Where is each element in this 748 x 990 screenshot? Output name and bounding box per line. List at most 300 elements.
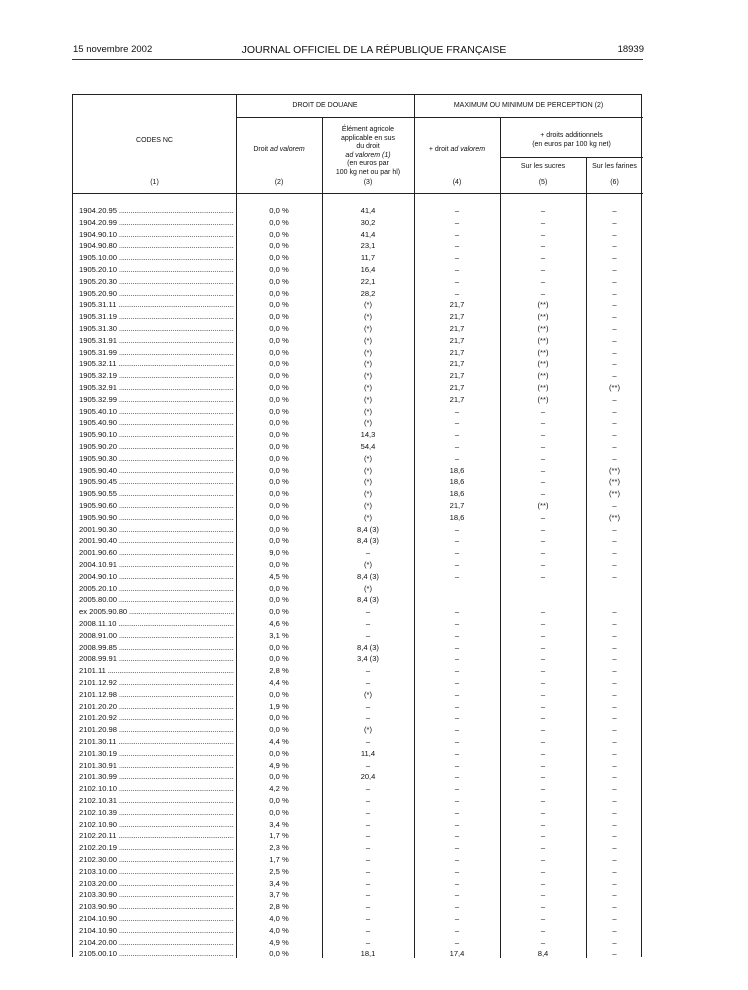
flour-additional-duty: – [612, 619, 617, 628]
ad-valorem-duty: 4,9 % [269, 760, 289, 770]
table-row [73, 441, 643, 453]
flour-additional-duty: – [612, 772, 617, 782]
max-min-ad-valorem: – [454, 925, 460, 935]
sugar-additional-duty: – [540, 571, 546, 581]
col4-title: + droit ad valorem [428, 146, 486, 153]
ad-valorem-duty: 0,0 % [269, 748, 289, 758]
agricultural-element: (*) [363, 501, 372, 510]
nc-code: 1905.90.90 ..... [79, 512, 234, 524]
agricultural-element: (*) [363, 335, 372, 345]
header-rule [72, 59, 643, 60]
agricultural-element: – [365, 902, 371, 912]
table-row [73, 264, 643, 276]
table-row [73, 571, 643, 583]
ad-valorem-duty: 3,7 % [269, 890, 289, 900]
sugar-additional-duty: – [540, 642, 546, 652]
ad-valorem-duty: 1,9 % [269, 701, 289, 711]
nc-code: 2101.30.19 ..... [79, 748, 234, 760]
col-number: (3) [363, 179, 373, 186]
ad-valorem-duty: 4,4 % [269, 678, 289, 687]
max-min-ad-valorem: 21,7 [449, 501, 465, 510]
max-min-ad-valorem: 18,6 [449, 465, 465, 475]
sugar-additional-duty: (**) [537, 394, 549, 404]
flour-additional-duty: – [612, 347, 617, 357]
flour-additional-duty: – [612, 678, 617, 687]
header-title: JOURNAL OFFICIEL DE LA RÉPUBLIQUE FRANÇAISE [241, 44, 507, 56]
nc-code: 2103.10.00 ..... [79, 866, 234, 878]
max-min-ad-valorem: – [454, 772, 460, 782]
table-row [73, 712, 643, 724]
agricultural-element: – [365, 619, 371, 628]
ad-valorem-duty: 0,0 % [269, 949, 289, 959]
max-min-ad-valorem: – [454, 524, 460, 534]
max-min-ad-valorem: – [454, 784, 460, 794]
max-min-ad-valorem: 21,7 [449, 300, 465, 310]
agricultural-element: 14,3 [360, 430, 376, 440]
col1-title: CODES NC [136, 137, 173, 144]
flour-additional-duty: – [612, 394, 617, 404]
max-min-ad-valorem: – [454, 217, 460, 227]
flour-additional-duty: – [612, 831, 617, 841]
flour-additional-duty: – [612, 442, 617, 451]
flour-additional-duty: – [612, 524, 617, 534]
ad-valorem-duty: 0,0 % [269, 206, 289, 215]
flour-additional-duty: – [612, 288, 617, 298]
table-row [73, 370, 643, 382]
ad-valorem-duty: 4,0 % [269, 925, 289, 935]
nc-code: 1905.31.99 ..... [79, 347, 234, 359]
flour-additional-duty: – [612, 807, 617, 817]
sugar-additional-duty: (**) [537, 501, 549, 510]
max-min-ad-valorem: – [454, 689, 460, 699]
table-row [73, 476, 643, 488]
nc-code: 1905.20.30 ..... [79, 276, 234, 288]
agricultural-element: – [365, 701, 371, 711]
sugar-additional-duty: – [540, 241, 546, 251]
nc-code: 1904.20.99 ..... [79, 217, 234, 229]
agricultural-element: – [365, 666, 371, 676]
ad-valorem-duty: 0,0 % [269, 512, 289, 522]
table-row [73, 394, 643, 406]
table-row [73, 535, 643, 547]
table-row [73, 406, 643, 418]
ad-valorem-duty: 4,6 % [269, 619, 289, 628]
sugar-additional-duty: – [540, 843, 546, 853]
agricultural-element: (*) [363, 477, 372, 487]
col6-title: Sur les farines [592, 163, 637, 170]
sugar-additional-duty: – [540, 465, 546, 475]
ad-valorem-duty: 0,0 % [269, 595, 289, 605]
sugar-additional-duty: (**) [537, 359, 549, 369]
ad-valorem-duty: 0,0 % [269, 359, 289, 369]
agricultural-element: 3,4 (3) [357, 654, 379, 664]
ad-valorem-duty: 0,0 % [269, 241, 289, 251]
ad-valorem-duty: 0,0 % [269, 642, 289, 652]
agricultural-element: (*) [363, 347, 372, 357]
flour-additional-duty: – [612, 229, 617, 239]
ad-valorem-duty: 0,0 % [269, 796, 289, 805]
agricultural-element: 30,2 [360, 217, 376, 227]
max-min-ad-valorem: – [454, 878, 460, 888]
flour-additional-duty: – [612, 406, 617, 416]
flour-additional-duty: – [612, 548, 617, 558]
flour-additional-duty: – [612, 689, 617, 699]
max-min-ad-valorem: – [454, 276, 460, 286]
max-min-ad-valorem: – [454, 607, 460, 617]
agricultural-element: – [365, 548, 371, 558]
agricultural-element: – [365, 843, 371, 853]
agricultural-element: – [365, 890, 371, 900]
ad-valorem-duty: 2,8 % [269, 666, 289, 676]
agricultural-element: 22,1 [360, 276, 376, 286]
table-row [73, 335, 643, 347]
nc-code: 2103.30.90 ..... [79, 889, 234, 901]
sugar-additional-duty: – [540, 914, 546, 923]
sugar-additional-duty: – [540, 630, 546, 640]
nc-code: 2101.20.92 ..... [79, 712, 234, 724]
sugar-additional-duty: – [540, 819, 546, 829]
nc-code: 1905.31.11 ..... [79, 299, 234, 311]
max-min-ad-valorem: – [454, 619, 460, 628]
agricultural-element: 8,4 (3) [357, 524, 379, 534]
max-min-ad-valorem: – [454, 819, 460, 829]
table-row [73, 288, 643, 300]
table-row [73, 653, 643, 665]
agricultural-element: 11,4 [360, 748, 376, 758]
agricultural-element: 41,4 [360, 206, 376, 215]
group-droit-douane: DROIT DE DOUANE [292, 102, 358, 109]
nc-code: 2008.99.91 ..... [79, 653, 234, 665]
sugar-additional-duty: – [540, 477, 546, 487]
max-min-ad-valorem: – [454, 796, 460, 805]
flour-additional-duty: – [612, 359, 617, 369]
table-row [73, 276, 643, 288]
flour-additional-duty: (**) [609, 512, 620, 522]
nc-code: 1905.32.99 ..... [79, 394, 234, 406]
nc-code: 2102.30.00 ..... [79, 854, 234, 866]
flour-additional-duty: (**) [609, 465, 620, 475]
flour-additional-duty: – [612, 265, 617, 274]
sugar-additional-duty: (**) [537, 300, 549, 310]
nc-code: 1905.20.90 ..... [79, 288, 234, 300]
flour-additional-duty: – [612, 925, 617, 935]
ad-valorem-duty: 4,5 % [269, 571, 289, 581]
nc-code: 1905.32.91 ..... [79, 382, 234, 394]
nc-code: 1905.32.19 ..... [79, 370, 234, 382]
sugar-additional-duty: – [540, 217, 546, 227]
col-number: (5) [538, 179, 548, 186]
flour-additional-duty: (**) [609, 383, 620, 392]
table-row [73, 583, 643, 595]
sugar-additional-duty: – [540, 442, 546, 451]
ad-valorem-duty: 0,0 % [269, 477, 289, 487]
agricultural-element: (*) [363, 489, 372, 499]
nc-code: 2101.12.98 ..... [79, 689, 234, 701]
table-row [73, 347, 643, 359]
agricultural-element: (*) [363, 312, 372, 322]
sugar-additional-duty: – [540, 772, 546, 782]
nc-code: 2101.20.98 ..... [79, 724, 234, 736]
agricultural-element: – [365, 678, 371, 687]
sugar-additional-duty: – [540, 748, 546, 758]
max-min-ad-valorem: 21,7 [449, 335, 465, 345]
ad-valorem-duty: 0,0 % [269, 276, 289, 286]
col-number: (1) [150, 179, 159, 186]
flour-additional-duty: – [612, 878, 617, 888]
agricultural-element: – [365, 925, 371, 935]
table-row [73, 937, 643, 949]
nc-code: 2102.20.11 ..... [79, 830, 234, 842]
agricultural-element: 8,4 (3) [357, 571, 379, 581]
ad-valorem-duty: 0,0 % [269, 300, 289, 310]
flour-additional-duty: – [612, 796, 617, 805]
flour-additional-duty: – [612, 501, 617, 510]
col5-title: Sur les sucres [520, 163, 566, 170]
flour-additional-duty: – [612, 217, 617, 227]
table-row [73, 252, 643, 264]
nc-code: 1905.40.10 ..... [79, 406, 234, 418]
flour-additional-duty: – [612, 206, 617, 215]
header-date: 15 novembre 2002 [73, 44, 153, 55]
flour-additional-duty: – [612, 560, 617, 569]
ad-valorem-duty: 0,0 % [269, 536, 289, 546]
table-row [73, 795, 643, 807]
nc-code: 2103.90.90 ..... [79, 901, 234, 913]
table-row [73, 889, 643, 901]
max-min-ad-valorem: 21,7 [449, 359, 465, 369]
agricultural-element: 8,4 (3) [357, 595, 379, 605]
ad-valorem-duty: 0,0 % [269, 312, 289, 322]
ad-valorem-duty: 0,0 % [269, 689, 289, 699]
flour-additional-duty: – [612, 253, 617, 263]
max-min-ad-valorem: – [454, 678, 460, 687]
table-row [73, 724, 643, 736]
sugar-additional-duty: (**) [537, 371, 549, 381]
sugar-additional-duty: – [540, 265, 546, 274]
max-min-ad-valorem: 18,6 [449, 512, 465, 522]
sugar-additional-duty: – [540, 737, 546, 746]
ad-valorem-duty: 0,0 % [269, 524, 289, 534]
table-row [73, 594, 643, 606]
ad-valorem-duty: 0,0 % [269, 442, 289, 451]
sugar-additional-duty: – [540, 689, 546, 699]
nc-code: 2104.10.90 ..... [79, 913, 234, 925]
ad-valorem-duty: 3,1 % [269, 630, 289, 640]
ad-valorem-duty: 0,0 % [269, 418, 289, 428]
nc-code: 2104.20.00 ..... [79, 937, 234, 949]
sugar-additional-duty: – [540, 406, 546, 416]
flour-additional-duty: – [612, 855, 617, 864]
sugar-additional-duty: 8,4 [537, 949, 549, 959]
max-min-ad-valorem: 18,6 [449, 477, 465, 487]
ad-valorem-duty: 4,9 % [269, 937, 289, 947]
table-row [73, 901, 643, 913]
group-max-min: MAXIMUM OU MINIMUM DE PERCEPTION (2) [453, 102, 604, 109]
nc-code: 1905.31.19 ..... [79, 311, 234, 323]
flour-additional-duty: – [612, 630, 617, 640]
nc-code: 2008.91.00 ..... [79, 630, 234, 642]
nc-code: 1905.90.55 ..... [79, 488, 234, 500]
col2-title: Droit ad valorem [253, 146, 305, 153]
sugar-additional-duty: – [540, 784, 546, 794]
sugar-additional-duty: – [540, 678, 546, 687]
nc-code: 2102.10.31 ..... [79, 795, 234, 807]
ad-valorem-duty: 1,7 % [269, 831, 289, 841]
nc-code: 1905.31.91 ..... [79, 335, 234, 347]
agricultural-element: (*) [363, 359, 372, 369]
max-min-ad-valorem: – [454, 630, 460, 640]
sugar-additional-duty: – [540, 512, 546, 522]
col-number: (6) [610, 179, 619, 186]
table-row [73, 358, 643, 370]
nc-code: 2102.10.90 ..... [79, 819, 234, 831]
nc-code: 1905.90.10 ..... [79, 429, 234, 441]
sugar-additional-duty: – [540, 831, 546, 841]
sugar-additional-duty: – [540, 666, 546, 676]
table-row [73, 559, 643, 571]
sugar-additional-duty: – [540, 937, 546, 947]
table-row [73, 689, 643, 701]
max-min-ad-valorem: – [454, 229, 460, 239]
max-min-ad-valorem: – [454, 748, 460, 758]
ad-valorem-duty: 0,0 % [269, 253, 289, 263]
nc-code: 2101.30.91 ..... [79, 760, 234, 772]
agricultural-element: – [365, 855, 371, 864]
col3-title: Élément agricole applicable en sus du droit ad valorem (1) (en euros par 100 kg net ou par hl) [335, 126, 401, 176]
max-min-ad-valorem: – [454, 890, 460, 900]
sugar-additional-duty: – [540, 288, 546, 298]
nc-code: 1905.32.11 ..... [79, 358, 234, 370]
sugar-additional-duty: – [540, 654, 546, 664]
nc-code: 2001.90.60 ..... [79, 547, 234, 559]
table-row [73, 854, 643, 866]
agricultural-element: 11,7 [360, 253, 376, 263]
flour-additional-duty: – [612, 324, 617, 333]
max-min-ad-valorem: – [454, 713, 460, 723]
table-row [73, 453, 643, 465]
table-row [73, 512, 643, 524]
agricultural-element: – [365, 784, 371, 794]
table-row [73, 866, 643, 878]
max-min-ad-valorem: – [454, 571, 460, 581]
nc-code: 1904.90.80 ..... [79, 240, 234, 252]
table-row [73, 417, 643, 429]
max-min-ad-valorem: – [454, 418, 460, 428]
flour-additional-duty: – [612, 890, 617, 900]
flour-additional-duty: – [612, 418, 617, 428]
ad-valorem-duty: 0,0 % [269, 335, 289, 345]
sugar-additional-duty: – [540, 878, 546, 888]
agricultural-element: – [365, 630, 371, 640]
sugar-additional-duty: – [540, 560, 546, 569]
agricultural-element: 23,1 [360, 241, 376, 251]
sugar-additional-duty: – [540, 701, 546, 711]
flour-additional-duty: (**) [609, 477, 620, 487]
max-min-ad-valorem: – [454, 914, 460, 923]
nc-code: 1905.90.30 ..... [79, 453, 234, 465]
agricultural-element: – [365, 914, 371, 923]
nc-code: 2004.90.10 ..... [79, 571, 234, 583]
nc-code: 2101.30.99 ..... [79, 771, 234, 783]
flour-additional-duty: – [612, 654, 617, 664]
table-row [73, 819, 643, 831]
flour-additional-duty: – [612, 748, 617, 758]
max-min-ad-valorem: 21,7 [449, 312, 465, 322]
sugar-additional-duty: – [540, 253, 546, 263]
max-min-ad-valorem: – [454, 560, 460, 569]
flour-additional-duty: – [612, 713, 617, 723]
table-row [73, 771, 643, 783]
flour-additional-duty: – [612, 914, 617, 923]
agricultural-element: (*) [363, 725, 372, 735]
max-min-ad-valorem: – [454, 666, 460, 676]
table-row [73, 606, 643, 618]
ad-valorem-duty: 0,0 % [269, 583, 289, 593]
sugar-additional-duty: – [540, 607, 546, 617]
agricultural-element: (*) [363, 583, 372, 593]
table-row [73, 429, 643, 441]
table-row [73, 677, 643, 689]
sugar-additional-duty: – [540, 925, 546, 935]
agricultural-element: – [365, 796, 371, 805]
header-page-number: 18939 [617, 44, 644, 55]
ad-valorem-duty: 0,0 % [269, 288, 289, 298]
ad-valorem-duty: 0,0 % [269, 217, 289, 227]
sugar-additional-duty: – [540, 418, 546, 428]
max-min-ad-valorem: – [454, 548, 460, 558]
flour-additional-duty: – [612, 866, 617, 876]
ad-valorem-duty: 0,0 % [269, 465, 289, 475]
table-row [73, 465, 643, 477]
agricultural-element: (*) [363, 689, 372, 699]
nc-code: 2004.10.91 ..... [79, 559, 234, 571]
max-min-ad-valorem: – [454, 831, 460, 841]
sugar-additional-duty: – [540, 430, 546, 440]
agricultural-element: 41,4 [360, 229, 376, 239]
table-row [73, 665, 643, 677]
ad-valorem-duty: 0,0 % [269, 453, 289, 463]
agricultural-element: 28,2 [360, 288, 376, 298]
ad-valorem-duty: 0,0 % [269, 654, 289, 664]
flour-additional-duty: – [612, 607, 617, 617]
nc-code: 1905.10.00 ..... [79, 252, 234, 264]
flour-additional-duty: – [612, 902, 617, 912]
nc-code: 2008.99.85 ..... [79, 642, 234, 654]
ad-valorem-duty: 3,4 % [269, 819, 289, 829]
agricultural-element: 16,4 [360, 265, 376, 274]
sugar-additional-duty: (**) [537, 312, 549, 322]
ad-valorem-duty: 1,7 % [269, 855, 289, 864]
agricultural-element: – [365, 937, 371, 947]
agricultural-element: – [365, 737, 371, 746]
flour-additional-duty: – [612, 430, 617, 440]
agricultural-element: (*) [363, 371, 372, 381]
tariff-table [72, 94, 642, 957]
max-min-ad-valorem: – [454, 642, 460, 652]
max-min-ad-valorem: – [454, 654, 460, 664]
max-min-ad-valorem: – [454, 902, 460, 912]
nc-code: 2101.20.20 ..... [79, 701, 234, 713]
table-row [73, 311, 643, 323]
sugar-additional-duty: – [540, 796, 546, 805]
sugar-additional-duty: – [540, 524, 546, 534]
table-row [73, 948, 643, 960]
table-row [73, 642, 643, 654]
nc-code: 1905.40.90 ..... [79, 417, 234, 429]
nc-code: 1905.90.40 ..... [79, 465, 234, 477]
flour-additional-duty: – [612, 701, 617, 711]
nc-code: 2102.10.10 ..... [79, 783, 234, 795]
